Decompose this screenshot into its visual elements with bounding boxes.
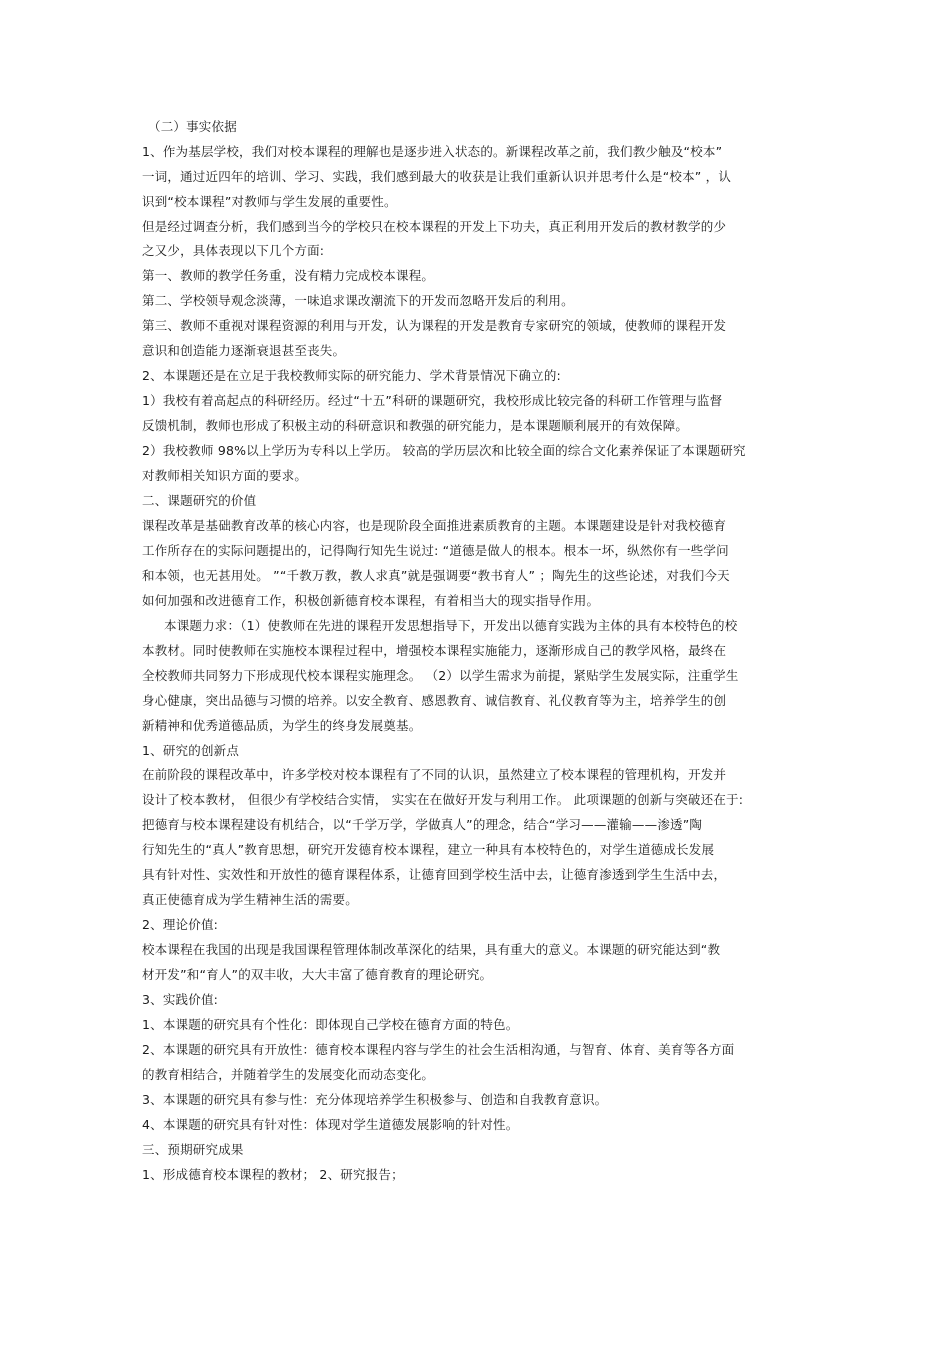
paragraph-line: 一词，通过近四年的培训、学习、实践，我们感到最大的收获是让我们重新认识并思考什么是“校本” ，认 <box>142 169 732 184</box>
paragraph-line: 第二、学校领导观念淡薄，一味追求课改潮流下的开发而忽略开发后的利用。 <box>142 293 574 308</box>
paragraph-line: 第三、教师不重视对课程资源的利用与开发，认为课程的开发是教育专家研究的领域，使教师的课程开发 <box>142 318 727 333</box>
paragraph-line: 1）我校有着高起点的科研经历。经过“十五”科研的课题研究，我校形成比较完备的科研工作管理与监督 <box>142 393 723 408</box>
paragraph-line: 1、本课题的研究具有个性化：即体现自己学校在德育方面的特色。 <box>142 1017 519 1032</box>
paragraph-line: 识到“校本课程”对教师与学生发展的重要性。 <box>142 194 397 209</box>
paragraph-line: 1、形成德育校本课程的教材； 2、研究报告； <box>142 1167 404 1182</box>
section-heading: 二、课题研究的价值 <box>142 493 257 508</box>
paragraph-line: 把德育与校本课程建设有机结合，以“千学万学，学做真人”的理念，结合“学习——灌输——渗透”陶 <box>142 817 703 832</box>
paragraph-line: 全校教师共同努力下形成现代校本课程实施理念。 （2）以学生需求为前提，紧贴学生发展实际，注重学生 <box>142 668 739 683</box>
paragraph-line: 对教师相关知识方面的要求。 <box>142 468 308 483</box>
paragraph-line: 身心健康，突出品德与习惯的培养。以安全教育、感恩教育、诚信教育、礼仪教育等为主，培养学生的创 <box>142 693 727 708</box>
paragraph-line: 2、本课题还是在立足于我校教师实际的研究能力、学术背景情况下确立的: <box>142 368 561 383</box>
paragraph-line: 但是经过调查分析，我们感到当今的学校只在校本课程的开发上下功夫，真正利用开发后的教材教学的少 <box>142 219 727 234</box>
paragraph-line: 反馈机制，教师也形成了积极主动的科研意识和教强的研究能力，是本课题顺利展开的有效保障。 <box>142 418 689 433</box>
paragraph-line: 和本领，也无甚用处。 ”“千教万教，教人求真”就是强调要“教书育人” ；陶先生的这些论述，对我们今天 <box>142 568 730 583</box>
paragraph-line: 在前阶段的课程改革中，许多学校对校本课程有了不同的认识，虽然建立了校本课程的管理机构，开发并 <box>142 767 727 782</box>
paragraph-line: 2、本课题的研究具有开放性：德育校本课程内容与学生的社会生活相沟通，与智育、体育、美育等各方面 <box>142 1042 735 1057</box>
subsection-heading: 1、研究的创新点 <box>142 743 240 758</box>
paragraph-line: 意识和创造能力逐渐衰退甚至丧失。 <box>142 343 346 358</box>
paragraph-line: 本课题力求：（1）使教师在先进的课程开发思想指导下，开发出以德育实践为主体的具有本校特色的校 <box>164 618 738 633</box>
paragraph-line: 真正使德育成为学生精神生活的需要。 <box>142 892 358 907</box>
section-heading: （二）事实依据 <box>148 119 237 134</box>
paragraph-line: 本教材。同时使教师在实施校本课程过程中，增强校本课程实施能力，逐渐形成自己的教学风格，最终在 <box>142 643 727 658</box>
subsection-heading: 2、理论价值: <box>142 917 219 932</box>
paragraph-line: 1、作为基层学校，我们对校本课程的理解也是逐步进入状态的。新课程改革之前，我们教少触及“校本” <box>142 144 723 159</box>
subsection-heading: 3、实践价值: <box>142 992 219 1007</box>
paragraph-line: 第一、教师的教学任务重，没有精力完成校本课程。 <box>142 268 435 283</box>
paragraph-line: 2）我校教师 98%以上学历为专科以上学历。 较高的学历层次和比较全面的综合文化素养保证了本课题研究 <box>142 443 746 458</box>
paragraph-line: 校本课程在我国的出现是我国课程管理体制改革深化的结果，具有重大的意义。本课题的研究能达到“教 <box>142 942 721 957</box>
paragraph-line: 新精神和优秀道德品质，为学生的终身发展奠基。 <box>142 718 422 733</box>
paragraph-line: 4、本课题的研究具有针对性：体现对学生道德发展影响的针对性。 <box>142 1117 519 1132</box>
paragraph-line: 课程改革是基础教育改革的核心内容，也是现阶段全面推进素质教育的主题。本课题建设是针对我校德育 <box>142 518 727 533</box>
paragraph-line: 如何加强和改进德育工作，积极创新德育校本课程，有着相当大的现实指导作用。 <box>142 593 600 608</box>
paragraph-line: 工作所存在的实际问题提出的，记得陶行知先生说过: “道德是做人的根本。根本一坏，纵然你有一些学问 <box>142 543 729 558</box>
paragraph-line: 3、本课题的研究具有参与性：充分体现培养学生积极参与、创造和自我教育意识。 <box>142 1092 608 1107</box>
paragraph-line: 具有针对性、实效性和开放性的德育课程体系，让德育回到学校生活中去，让德育渗透到学生生活中去， <box>142 867 727 882</box>
paragraph-line: 之又少，具体表现以下几个方面: <box>142 243 325 258</box>
section-heading: 三、预期研究成果 <box>142 1142 244 1157</box>
paragraph-line: 的教育相结合，并随着学生的发展变化而动态变化。 <box>142 1067 435 1082</box>
paragraph-line: 材开发”和“育人”的双丰收，大大丰富了德育教育的理论研究。 <box>142 967 493 982</box>
paragraph-line: 设计了校本教材， 但很少有学校结合实情， 实实在在做好开发与利用工作。 此项课题的创新与突破还在于: <box>142 792 744 807</box>
paragraph-line: 行知先生的“真人”教育思想，研究开发德育校本课程，建立一种具有本校特色的，对学生道德成长发展 <box>142 842 715 857</box>
